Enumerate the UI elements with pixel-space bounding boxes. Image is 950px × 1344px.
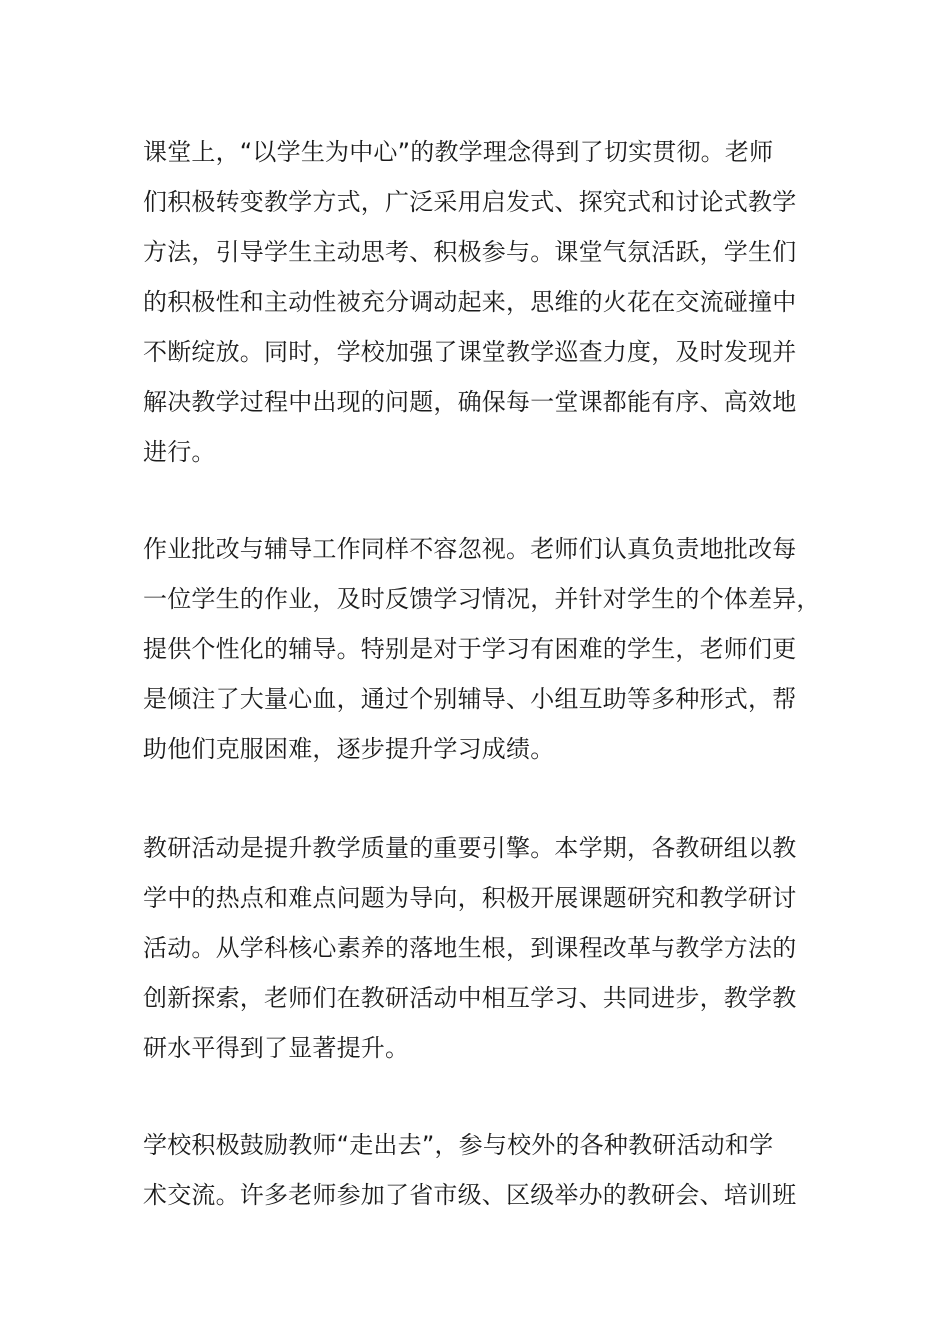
paragraph-line: 创新探索，老师们在教研活动中相互学习、共同进步，教学教 [143, 984, 797, 1012]
paragraph-line: 作业批改与辅导工作同样不容忽视。老师们认真负责地批改每 [143, 535, 797, 563]
paragraph-external-exchange [143, 1120, 796, 1220]
paragraph-line: 学中的热点和难点问题为导向，积极开展课题研究和教学研讨 [143, 884, 797, 912]
paragraph-line: 活动。从学科核心素养的落地生根，到课程改革与教学方法的 [143, 934, 797, 962]
paragraph-line: 研水平得到了显著提升。 [143, 1034, 410, 1062]
paragraph-homework-tutoring [143, 524, 821, 774]
paragraph-line: 进行。 [143, 438, 216, 466]
paragraph-line: 的积极性和主动性被充分调动起来，思维的火花在交流碰撞中 [143, 288, 797, 316]
paragraph-line: 教研活动是提升教学质量的重要引擎。本学期，各教研组以教 [143, 834, 797, 862]
paragraph-line: 一位学生的作业，及时反馈学习情况，并针对学生的个体差异， [143, 585, 821, 613]
paragraph-line: 方法，引导学生主动思考、积极参与。课堂气氛活跃，学生们 [143, 238, 797, 266]
paragraph-line: 解决教学过程中出现的问题，确保每一堂课都能有序、高效地 [143, 388, 797, 416]
paragraph-line: 们积极转变教学方式，广泛采用启发式、探究式和讨论式教学 [143, 188, 797, 216]
paragraph-line: 课堂上，“以学生为中心”的教学理念得到了切实贯彻。老师 [143, 138, 774, 166]
paragraph-line: 是倾注了大量心血，通过个别辅导、小组互助等多种形式，帮 [143, 685, 797, 713]
paragraph-classroom-teaching [143, 127, 796, 477]
paragraph-line: 提供个性化的辅导。特别是对于学习有困难的学生，老师们更 [143, 635, 797, 663]
paragraph-line: 学校积极鼓励教师“走出去”，参与校外的各种教研活动和学 [143, 1131, 774, 1159]
paragraph-line: 助他们克服困难，逐步提升学习成绩。 [143, 735, 555, 763]
paragraph-line: 不断绽放。同时，学校加强了课堂教学巡查力度，及时发现并 [143, 338, 797, 366]
paragraph-teaching-research [143, 823, 796, 1073]
paragraph-line: 术交流。许多老师参加了省市级、区级举办的教研会、培训班 [143, 1181, 797, 1209]
